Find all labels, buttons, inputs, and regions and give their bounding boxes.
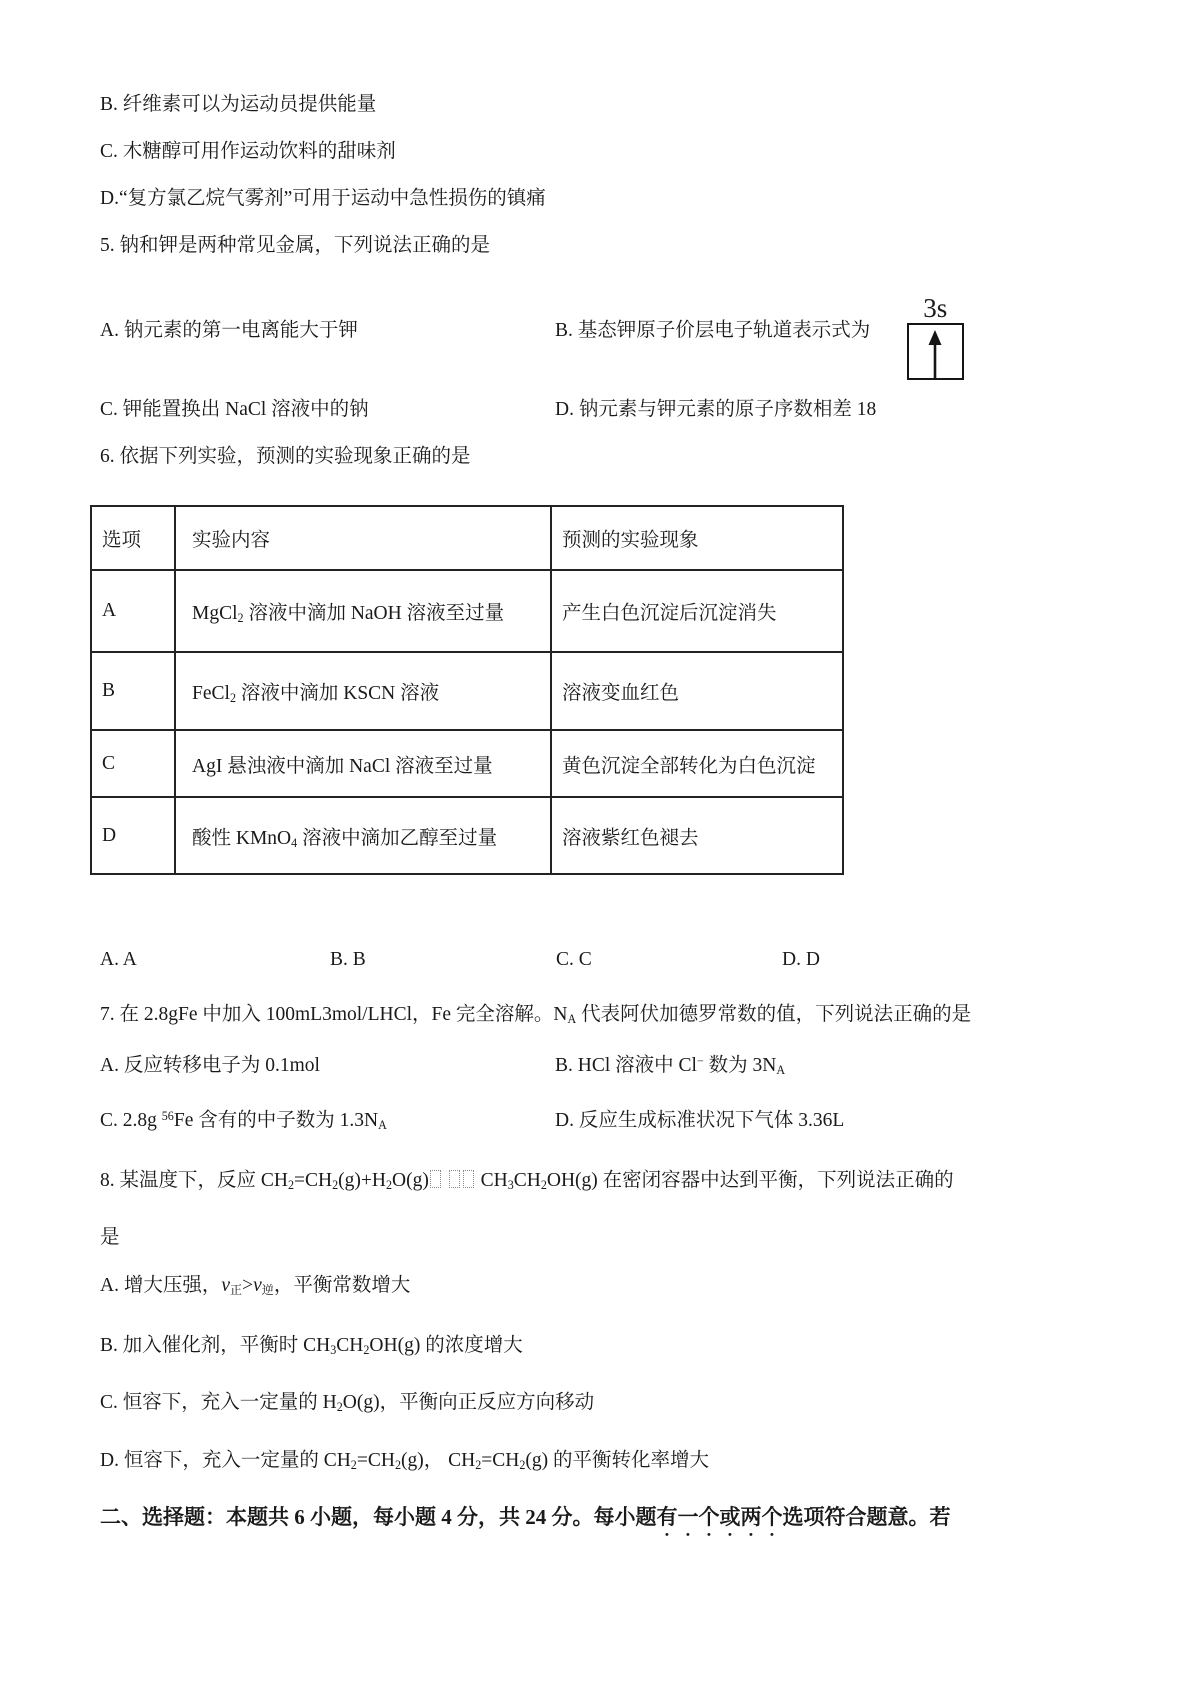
q5-option-b-text: B. 基态钾原子价层电子轨道表示式为 [555, 320, 871, 341]
row-option: A [91, 570, 175, 652]
q5-options-cd [100, 395, 1140, 425]
q7-stem: 7. 在 2.8gFe 中加入 100mL3mol/LHCl，Fe 完全溶解。$N_A$ 代表阿伏加德罗常数的值，下列说法正确的是 [100, 1004, 972, 1027]
orbital-label: 3s [923, 293, 948, 323]
q7-option-a: A. 反应转移电子为 0.1mol [100, 1055, 320, 1076]
q4-option-b: B. 纤维素可以为运动员提供能量 [100, 94, 377, 115]
orbital-diagram [904, 293, 966, 380]
table-row [91, 652, 843, 730]
q8-stem-line1: 8. 某温度下，反应 $CH_2=CH_2(g)+H_2O(g)$ $CH_3CH_2OH(g)$ 在密闭容器中达到平衡，下列说法正确的 [100, 1170, 954, 1193]
up-arrow-icon [924, 330, 946, 378]
q7-option-b: B. HCl 溶液中 Cl− 数为 $3N_A$ [555, 1053, 786, 1078]
q6-stem: 6. 依据下列实验，预测的实验现象正确的是 [100, 446, 471, 467]
row-option: B [91, 652, 175, 730]
q6-answer-c: C. C [556, 949, 592, 970]
q7-options-ab [100, 1051, 1140, 1081]
row-content: FeCl$_2$ 溶液中滴加 KSCN 溶液 [175, 652, 551, 730]
header-option: 选项 [91, 506, 175, 570]
row-content: 酸性 KMnO$_4$ 溶液中滴加乙醇至过量 [175, 797, 551, 874]
row-phenomenon: 产生白色沉淀后沉淀消失 [551, 570, 843, 652]
table-header-row [91, 506, 843, 570]
q8-option-a: A. 增大压强，$v_正>v_逆$，平衡常数增大 [100, 1275, 411, 1298]
header-content: 实验内容 [175, 506, 551, 570]
q5-option-c: C. 钾能置换出 NaCl 溶液中的钠 [100, 399, 369, 420]
q6-answer-d: D. D [782, 949, 820, 970]
q5-option-a: A. 钠元素的第一电离能大于钾 [100, 320, 358, 341]
q7-option-d: D. 反应生成标准状况下气体 3.36L [555, 1110, 845, 1131]
q5-stem: 5. 钠和钾是两种常见金属，下列说法正确的是 [100, 235, 491, 256]
q6-answer-b: B. B [330, 949, 366, 970]
q4-option-d: D.“复方氯乙烷气雾剂”可用于运动中急性损伤的镇痛 [100, 188, 546, 209]
section2-heading: 二、选择题：本题共 6 小题，每小题 4 分，共 24 分。每小题有一个或两个选项符合题意。若 [100, 1505, 951, 1529]
q4-option-c: C. 木糖醇可用作运动饮料的甜味剂 [100, 141, 396, 162]
q6-answer-options [100, 945, 1140, 975]
q8-option-b: B. 加入催化剂，平衡时 $CH_3CH_2OH(g)$ 的浓度增大 [100, 1335, 523, 1358]
row-option: D [91, 797, 175, 874]
q5-option-d: D. 钠元素与钾元素的原子序数相差 18 [555, 399, 877, 420]
q8-option-c: C. 恒容下，充入一定量的 $H_2O(g)$，平衡向正反应方向移动 [100, 1392, 595, 1415]
q7-options-cd [100, 1106, 1140, 1136]
row-content: MgCl$_2$ 溶液中滴加 NaOH 溶液至过量 [175, 570, 551, 652]
q5-options-ab [100, 271, 1140, 391]
row-phenomenon: 溶液变血红色 [551, 652, 843, 730]
q5-option-b [555, 271, 1140, 380]
orbital-box [907, 323, 964, 380]
row-option: C [91, 730, 175, 797]
row-content: AgI 悬浊液中滴加 NaCl 溶液至过量 [175, 730, 551, 797]
q8-option-d: D. 恒容下，充入一定量的 $CH_2=CH_2(g)$， $CH_2=CH_2(g)$ 的平衡转化率增大 [100, 1450, 709, 1473]
q8-stem-line2: 是 [100, 1227, 120, 1248]
table-row [91, 730, 843, 797]
q6-experiment-table [90, 505, 844, 875]
header-phenomenon: 预测的实验现象 [551, 506, 843, 570]
q7-option-c: C. 2.8g $^{56}$Fe 含有的中子数为 $1.3N_A$ [100, 1108, 387, 1133]
q6-answer-a: A. A [100, 949, 137, 970]
row-phenomenon: 溶液紫红色褪去 [551, 797, 843, 874]
table-row [91, 797, 843, 874]
row-phenomenon: 黄色沉淀全部转化为白色沉淀 [551, 730, 843, 797]
table-row [91, 570, 843, 652]
